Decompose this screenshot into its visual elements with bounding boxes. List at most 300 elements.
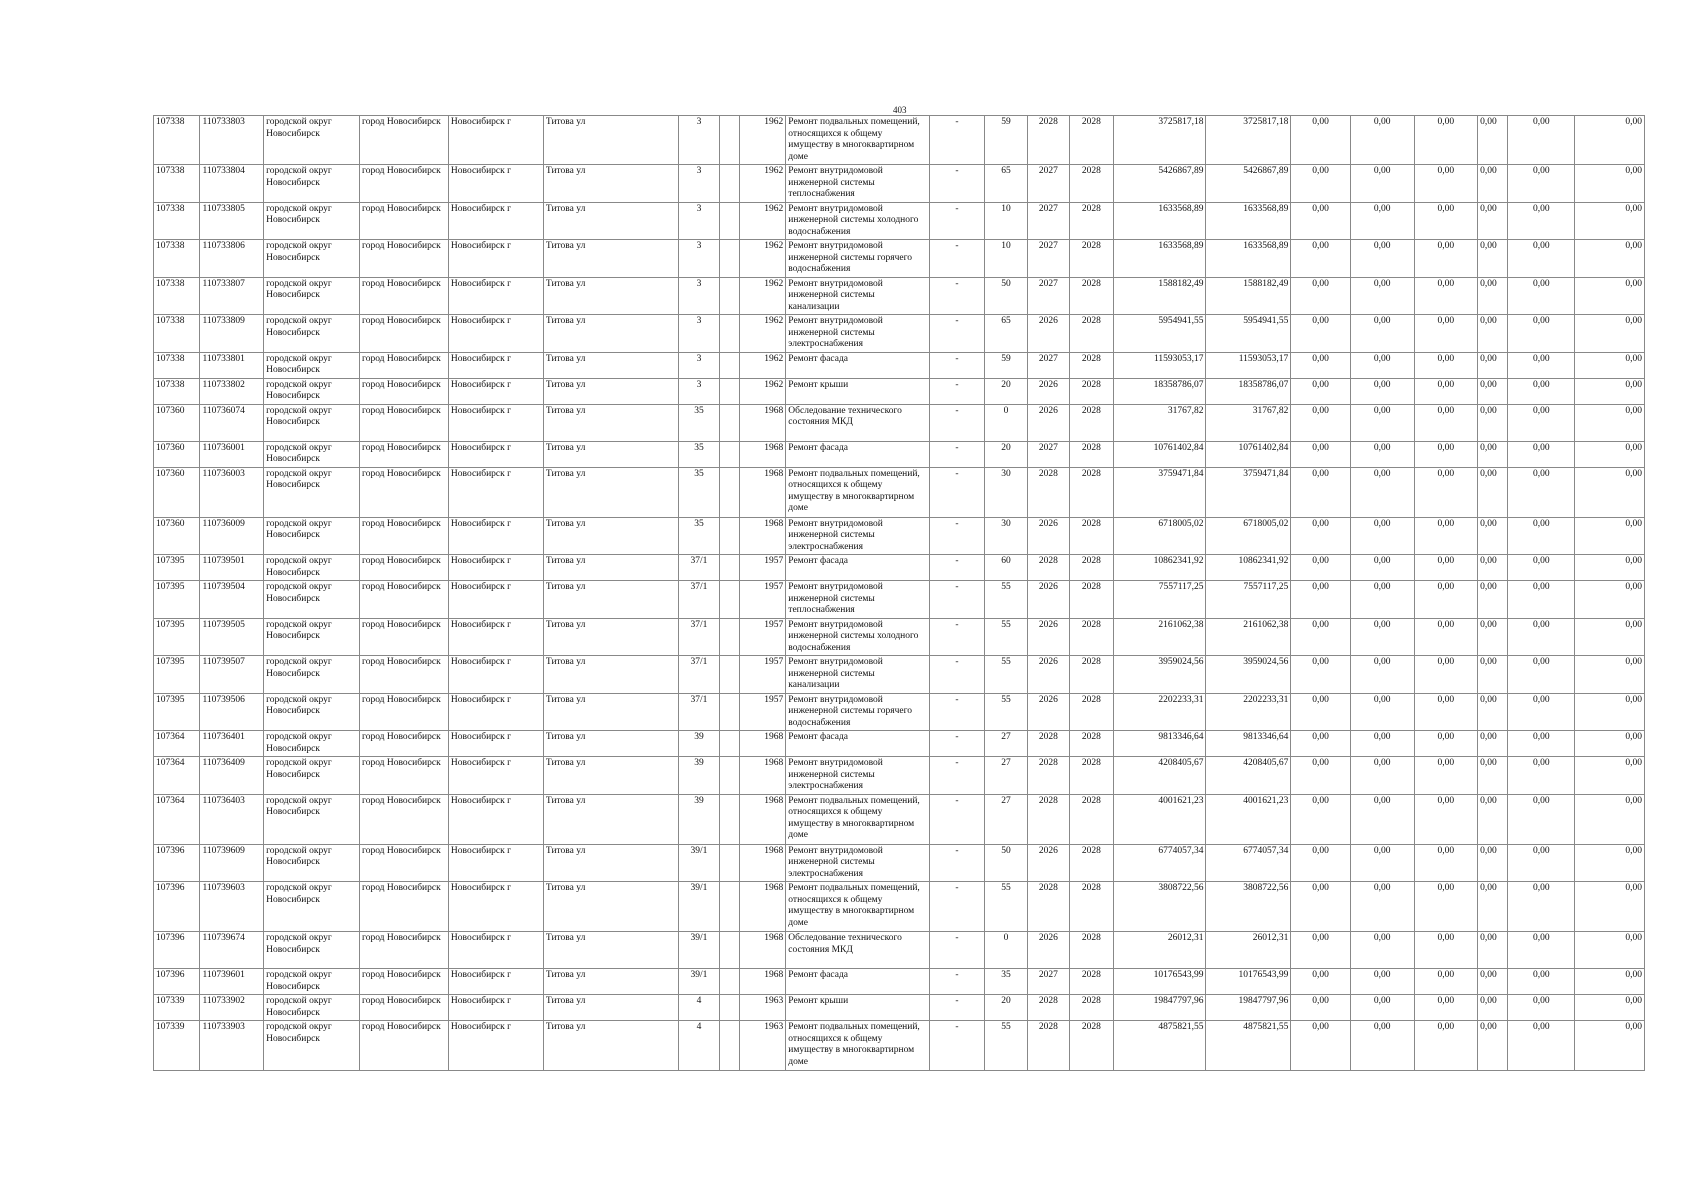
value-5-cell: 0,00: [1508, 467, 1575, 517]
year-end-cell: 2028: [1070, 277, 1113, 315]
empty-cell-cell: [719, 517, 739, 555]
row-code-cell: 110739603: [200, 882, 264, 932]
dash-cell: -: [929, 404, 985, 441]
municipal-district-cell: городской округ Новосибирск: [264, 1021, 360, 1071]
cost-cell: 1633568,89: [1113, 202, 1206, 240]
work-type-cell: Ремонт подвальных помещений, относящихся к общему имуществу в многоквартирном доме: [786, 794, 929, 844]
value-1-cell: 0,00: [1291, 882, 1351, 932]
row-code-cell: 110736401: [200, 731, 264, 757]
empty-cell-cell: [719, 656, 739, 694]
total-cost-cell: 4208405,67: [1206, 757, 1291, 795]
year-end-cell: 2028: [1070, 555, 1113, 581]
municipal-district-cell: городской округ Новосибирск: [264, 693, 360, 731]
row-id-cell: 107339: [154, 1021, 200, 1071]
value-6-cell: 0,00: [1575, 1021, 1645, 1071]
empty-cell-cell: [719, 618, 739, 656]
cost-cell: 6774057,34: [1113, 844, 1206, 882]
value-6-cell: 0,00: [1575, 517, 1645, 555]
work-type-cell: Ремонт внутридомовой инженерной системы горячего водоснабжения: [786, 240, 929, 278]
build-year-cell: 1957: [739, 618, 785, 656]
cost-cell: 19847797,96: [1113, 995, 1206, 1021]
city-cell: город Новосибирск: [360, 882, 449, 932]
empty-cell-cell: [719, 352, 739, 378]
row-code-cell: 110733809: [200, 315, 264, 353]
build-year-cell: 1968: [739, 441, 785, 467]
year-end-cell: 2028: [1070, 757, 1113, 795]
dash-cell: -: [929, 1021, 985, 1071]
wear-percent-cell: 50: [985, 844, 1027, 882]
table-row: [154, 969, 1645, 995]
build-year-cell: 1957: [739, 555, 785, 581]
value-4-cell: 0,00: [1478, 932, 1508, 969]
total-cost-cell: 6774057,34: [1206, 844, 1291, 882]
locality-cell: Новосибирск г: [448, 277, 543, 315]
municipal-district-cell: городской округ Новосибирск: [264, 467, 360, 517]
street-cell: Титова ул: [543, 932, 678, 969]
city-cell: город Новосибирск: [360, 441, 449, 467]
year-end-cell: 2028: [1070, 844, 1113, 882]
value-4-cell: 0,00: [1478, 277, 1508, 315]
house-number-cell: 3: [679, 240, 719, 278]
value-4-cell: 0,00: [1478, 995, 1508, 1021]
value-2-cell: 0,00: [1350, 757, 1414, 795]
year-plan-cell: 2026: [1027, 404, 1069, 441]
value-1-cell: 0,00: [1291, 352, 1351, 378]
value-4-cell: 0,00: [1478, 618, 1508, 656]
work-type-cell: Ремонт фасада: [786, 441, 929, 467]
empty-cell-cell: [719, 555, 739, 581]
table-row: [154, 656, 1645, 694]
city-cell: город Новосибирск: [360, 315, 449, 353]
value-5-cell: 0,00: [1508, 315, 1575, 353]
row-code-cell: 110736009: [200, 517, 264, 555]
row-code-cell: 110739507: [200, 656, 264, 694]
row-id-cell: 107395: [154, 618, 200, 656]
value-3-cell: 0,00: [1414, 581, 1478, 619]
total-cost-cell: 4001621,23: [1206, 794, 1291, 844]
city-cell: город Новосибирск: [360, 969, 449, 995]
row-id-cell: 107396: [154, 882, 200, 932]
value-5-cell: 0,00: [1508, 277, 1575, 315]
value-6-cell: 0,00: [1575, 277, 1645, 315]
wear-percent-cell: 20: [985, 441, 1027, 467]
dash-cell: -: [929, 969, 985, 995]
year-plan-cell: 2026: [1027, 378, 1069, 404]
value-3-cell: 0,00: [1414, 277, 1478, 315]
row-id-cell: 107360: [154, 441, 200, 467]
year-end-cell: 2028: [1070, 1021, 1113, 1071]
total-cost-cell: 1633568,89: [1206, 202, 1291, 240]
value-2-cell: 0,00: [1350, 656, 1414, 694]
locality-cell: Новосибирск г: [448, 693, 543, 731]
locality-cell: Новосибирск г: [448, 794, 543, 844]
value-2-cell: 0,00: [1350, 467, 1414, 517]
value-1-cell: 0,00: [1291, 555, 1351, 581]
value-6-cell: 0,00: [1575, 932, 1645, 969]
row-id-cell: 107360: [154, 467, 200, 517]
value-4-cell: 0,00: [1478, 404, 1508, 441]
value-2-cell: 0,00: [1350, 1021, 1414, 1071]
value-6-cell: 0,00: [1575, 315, 1645, 353]
house-number-cell: 3: [679, 352, 719, 378]
year-end-cell: 2028: [1070, 794, 1113, 844]
row-id-cell: 107395: [154, 581, 200, 619]
total-cost-cell: 10862341,92: [1206, 555, 1291, 581]
municipal-district-cell: городской округ Новосибирск: [264, 995, 360, 1021]
value-3-cell: 0,00: [1414, 378, 1478, 404]
row-id-cell: 107338: [154, 116, 200, 165]
cost-cell: 7557117,25: [1113, 581, 1206, 619]
value-6-cell: 0,00: [1575, 441, 1645, 467]
work-type-cell: Ремонт крыши: [786, 378, 929, 404]
value-1-cell: 0,00: [1291, 517, 1351, 555]
cost-cell: 5954941,55: [1113, 315, 1206, 353]
house-number-cell: 39/1: [679, 969, 719, 995]
year-plan-cell: 2028: [1027, 882, 1069, 932]
house-number-cell: 3: [679, 277, 719, 315]
wear-percent-cell: 35: [985, 969, 1027, 995]
street-cell: Титова ул: [543, 693, 678, 731]
value-5-cell: 0,00: [1508, 932, 1575, 969]
cost-cell: 1588182,49: [1113, 277, 1206, 315]
year-plan-cell: 2026: [1027, 656, 1069, 694]
value-3-cell: 0,00: [1414, 1021, 1478, 1071]
house-number-cell: 39: [679, 757, 719, 795]
value-5-cell: 0,00: [1508, 1021, 1575, 1071]
value-4-cell: 0,00: [1478, 693, 1508, 731]
value-2-cell: 0,00: [1350, 844, 1414, 882]
empty-cell-cell: [719, 240, 739, 278]
row-code-cell: 110736403: [200, 794, 264, 844]
build-year-cell: 1962: [739, 352, 785, 378]
street-cell: Титова ул: [543, 656, 678, 694]
value-5-cell: 0,00: [1508, 618, 1575, 656]
year-plan-cell: 2027: [1027, 441, 1069, 467]
house-number-cell: 4: [679, 1021, 719, 1071]
total-cost-cell: 4875821,55: [1206, 1021, 1291, 1071]
dash-cell: -: [929, 202, 985, 240]
table-row: [154, 794, 1645, 844]
wear-percent-cell: 10: [985, 240, 1027, 278]
locality-cell: Новосибирск г: [448, 202, 543, 240]
table-row: [154, 1021, 1645, 1071]
page-number: 403: [893, 105, 907, 115]
year-end-cell: 2028: [1070, 165, 1113, 203]
wear-percent-cell: 55: [985, 581, 1027, 619]
table-row: [154, 757, 1645, 795]
table-row: [154, 277, 1645, 315]
value-6-cell: 0,00: [1575, 352, 1645, 378]
value-3-cell: 0,00: [1414, 882, 1478, 932]
value-4-cell: 0,00: [1478, 882, 1508, 932]
cost-cell: 18358786,07: [1113, 378, 1206, 404]
value-1-cell: 0,00: [1291, 277, 1351, 315]
work-type-cell: Ремонт внутридомовой инженерной системы электроснабжения: [786, 757, 929, 795]
locality-cell: Новосибирск г: [448, 932, 543, 969]
cost-cell: 11593053,17: [1113, 352, 1206, 378]
work-type-cell: Ремонт внутридомовой инженерной системы горячего водоснабжения: [786, 693, 929, 731]
cost-cell: 3808722,56: [1113, 882, 1206, 932]
row-id-cell: 107396: [154, 969, 200, 995]
capital-repair-table: [153, 115, 1645, 1071]
build-year-cell: 1968: [739, 517, 785, 555]
total-cost-cell: 1633568,89: [1206, 240, 1291, 278]
row-id-cell: 107338: [154, 165, 200, 203]
total-cost-cell: 2161062,38: [1206, 618, 1291, 656]
dash-cell: -: [929, 581, 985, 619]
year-plan-cell: 2027: [1027, 240, 1069, 278]
value-5-cell: 0,00: [1508, 656, 1575, 694]
cost-cell: 10761402,84: [1113, 441, 1206, 467]
dash-cell: -: [929, 517, 985, 555]
year-plan-cell: 2027: [1027, 352, 1069, 378]
wear-percent-cell: 10: [985, 202, 1027, 240]
cost-cell: 3959024,56: [1113, 656, 1206, 694]
empty-cell-cell: [719, 882, 739, 932]
locality-cell: Новосибирск г: [448, 882, 543, 932]
build-year-cell: 1962: [739, 315, 785, 353]
table-row: [154, 618, 1645, 656]
municipal-district-cell: городской округ Новосибирск: [264, 618, 360, 656]
dash-cell: -: [929, 794, 985, 844]
year-plan-cell: 2028: [1027, 116, 1069, 165]
table-row: [154, 555, 1645, 581]
dash-cell: -: [929, 277, 985, 315]
city-cell: город Новосибирск: [360, 467, 449, 517]
municipal-district-cell: городской округ Новосибирск: [264, 441, 360, 467]
work-type-cell: Ремонт внутридомовой инженерной системы электроснабжения: [786, 315, 929, 353]
city-cell: город Новосибирск: [360, 693, 449, 731]
value-3-cell: 0,00: [1414, 202, 1478, 240]
house-number-cell: 39: [679, 731, 719, 757]
work-type-cell: Обследование технического состояния МКД: [786, 404, 929, 441]
table-row: [154, 932, 1645, 969]
work-type-cell: Ремонт фасада: [786, 555, 929, 581]
build-year-cell: 1968: [739, 757, 785, 795]
work-type-cell: Ремонт подвальных помещений, относящихся к общему имуществу в многоквартирном доме: [786, 467, 929, 517]
value-1-cell: 0,00: [1291, 757, 1351, 795]
year-plan-cell: 2028: [1027, 757, 1069, 795]
work-type-cell: Ремонт подвальных помещений, относящихся к общему имуществу в многоквартирном доме: [786, 1021, 929, 1071]
city-cell: город Новосибирск: [360, 731, 449, 757]
total-cost-cell: 1588182,49: [1206, 277, 1291, 315]
build-year-cell: 1968: [739, 404, 785, 441]
city-cell: город Новосибирск: [360, 165, 449, 203]
street-cell: Титова ул: [543, 352, 678, 378]
street-cell: Титова ул: [543, 1021, 678, 1071]
work-type-cell: Ремонт внутридомовой инженерной системы канализации: [786, 656, 929, 694]
house-number-cell: 37/1: [679, 555, 719, 581]
value-5-cell: 0,00: [1508, 995, 1575, 1021]
value-3-cell: 0,00: [1414, 555, 1478, 581]
build-year-cell: 1957: [739, 581, 785, 619]
value-6-cell: 0,00: [1575, 555, 1645, 581]
row-id-cell: 107338: [154, 352, 200, 378]
municipal-district-cell: городской округ Новосибирск: [264, 757, 360, 795]
value-4-cell: 0,00: [1478, 1021, 1508, 1071]
total-cost-cell: 3759471,84: [1206, 467, 1291, 517]
total-cost-cell: 31767,82: [1206, 404, 1291, 441]
value-5-cell: 0,00: [1508, 757, 1575, 795]
house-number-cell: 3: [679, 116, 719, 165]
build-year-cell: 1968: [739, 882, 785, 932]
value-3-cell: 0,00: [1414, 844, 1478, 882]
locality-cell: Новосибирск г: [448, 441, 543, 467]
value-1-cell: 0,00: [1291, 581, 1351, 619]
row-code-cell: 110739504: [200, 581, 264, 619]
total-cost-cell: 3808722,56: [1206, 882, 1291, 932]
wear-percent-cell: 55: [985, 882, 1027, 932]
city-cell: город Новосибирск: [360, 555, 449, 581]
table-row: [154, 882, 1645, 932]
locality-cell: Новосибирск г: [448, 618, 543, 656]
value-1-cell: 0,00: [1291, 656, 1351, 694]
total-cost-cell: 5426867,89: [1206, 165, 1291, 203]
house-number-cell: 39: [679, 794, 719, 844]
year-end-cell: 2028: [1070, 378, 1113, 404]
street-cell: Титова ул: [543, 517, 678, 555]
table-row: [154, 352, 1645, 378]
municipal-district-cell: городской округ Новосибирск: [264, 969, 360, 995]
wear-percent-cell: 60: [985, 555, 1027, 581]
house-number-cell: 39/1: [679, 844, 719, 882]
municipal-district-cell: городской округ Новосибирск: [264, 315, 360, 353]
build-year-cell: 1968: [739, 467, 785, 517]
value-2-cell: 0,00: [1350, 693, 1414, 731]
empty-cell-cell: [719, 969, 739, 995]
wear-percent-cell: 65: [985, 315, 1027, 353]
empty-cell-cell: [719, 693, 739, 731]
total-cost-cell: 6718005,02: [1206, 517, 1291, 555]
dash-cell: -: [929, 693, 985, 731]
value-5-cell: 0,00: [1508, 404, 1575, 441]
value-5-cell: 0,00: [1508, 882, 1575, 932]
value-3-cell: 0,00: [1414, 116, 1478, 165]
municipal-district-cell: городской округ Новосибирск: [264, 731, 360, 757]
house-number-cell: 37/1: [679, 693, 719, 731]
value-5-cell: 0,00: [1508, 378, 1575, 404]
total-cost-cell: 2202233,31: [1206, 693, 1291, 731]
value-2-cell: 0,00: [1350, 555, 1414, 581]
value-2-cell: 0,00: [1350, 932, 1414, 969]
value-2-cell: 0,00: [1350, 969, 1414, 995]
locality-cell: Новосибирск г: [448, 467, 543, 517]
work-type-cell: Ремонт подвальных помещений, относящихся к общему имуществу в многоквартирном доме: [786, 116, 929, 165]
street-cell: Титова ул: [543, 581, 678, 619]
year-plan-cell: 2028: [1027, 731, 1069, 757]
build-year-cell: 1968: [739, 794, 785, 844]
city-cell: город Новосибирск: [360, 656, 449, 694]
total-cost-cell: 18358786,07: [1206, 378, 1291, 404]
city-cell: город Новосибирск: [360, 116, 449, 165]
value-2-cell: 0,00: [1350, 315, 1414, 353]
row-id-cell: 107395: [154, 693, 200, 731]
total-cost-cell: 3959024,56: [1206, 656, 1291, 694]
row-code-cell: 110733902: [200, 995, 264, 1021]
wear-percent-cell: 55: [985, 618, 1027, 656]
city-cell: город Новосибирск: [360, 240, 449, 278]
value-5-cell: 0,00: [1508, 240, 1575, 278]
empty-cell-cell: [719, 165, 739, 203]
row-code-cell: 110739505: [200, 618, 264, 656]
build-year-cell: 1962: [739, 165, 785, 203]
municipal-district-cell: городской округ Новосибирск: [264, 165, 360, 203]
street-cell: Титова ул: [543, 555, 678, 581]
municipal-district-cell: городской округ Новосибирск: [264, 581, 360, 619]
dash-cell: -: [929, 315, 985, 353]
row-code-cell: 110736003: [200, 467, 264, 517]
municipal-district-cell: городской округ Новосибирск: [264, 656, 360, 694]
value-2-cell: 0,00: [1350, 378, 1414, 404]
house-number-cell: 3: [679, 315, 719, 353]
locality-cell: Новосибирск г: [448, 844, 543, 882]
value-5-cell: 0,00: [1508, 555, 1575, 581]
build-year-cell: 1968: [739, 844, 785, 882]
cost-cell: 3759471,84: [1113, 467, 1206, 517]
value-2-cell: 0,00: [1350, 517, 1414, 555]
street-cell: Титова ул: [543, 969, 678, 995]
cost-cell: 3725817,18: [1113, 116, 1206, 165]
cost-cell: 31767,82: [1113, 404, 1206, 441]
work-type-cell: Ремонт внутридомовой инженерной системы холодного водоснабжения: [786, 202, 929, 240]
empty-cell-cell: [719, 731, 739, 757]
value-6-cell: 0,00: [1575, 618, 1645, 656]
city-cell: город Новосибирск: [360, 932, 449, 969]
empty-cell-cell: [719, 794, 739, 844]
row-id-cell: 107364: [154, 794, 200, 844]
dash-cell: -: [929, 165, 985, 203]
year-end-cell: 2028: [1070, 581, 1113, 619]
value-4-cell: 0,00: [1478, 581, 1508, 619]
value-6-cell: 0,00: [1575, 844, 1645, 882]
house-number-cell: 3: [679, 202, 719, 240]
work-type-cell: Обследование технического состояния МКД: [786, 932, 929, 969]
value-4-cell: 0,00: [1478, 794, 1508, 844]
table-row: [154, 467, 1645, 517]
value-3-cell: 0,00: [1414, 467, 1478, 517]
total-cost-cell: 10176543,99: [1206, 969, 1291, 995]
dash-cell: -: [929, 995, 985, 1021]
empty-cell-cell: [719, 404, 739, 441]
cost-cell: 5426867,89: [1113, 165, 1206, 203]
municipal-district-cell: городской округ Новосибирск: [264, 277, 360, 315]
wear-percent-cell: 59: [985, 352, 1027, 378]
row-code-cell: 110733804: [200, 165, 264, 203]
year-plan-cell: 2028: [1027, 1021, 1069, 1071]
value-4-cell: 0,00: [1478, 517, 1508, 555]
locality-cell: Новосибирск г: [448, 555, 543, 581]
table-row: [154, 441, 1645, 467]
cost-cell: 6718005,02: [1113, 517, 1206, 555]
municipal-district-cell: городской округ Новосибирск: [264, 352, 360, 378]
year-end-cell: 2028: [1070, 693, 1113, 731]
year-plan-cell: 2027: [1027, 969, 1069, 995]
house-number-cell: 4: [679, 995, 719, 1021]
city-cell: город Новосибирск: [360, 352, 449, 378]
value-2-cell: 0,00: [1350, 882, 1414, 932]
locality-cell: Новосибирск г: [448, 581, 543, 619]
total-cost-cell: 7557117,25: [1206, 581, 1291, 619]
value-4-cell: 0,00: [1478, 731, 1508, 757]
table-row: [154, 844, 1645, 882]
street-cell: Титова ул: [543, 441, 678, 467]
street-cell: Титова ул: [543, 794, 678, 844]
row-id-cell: 107360: [154, 404, 200, 441]
locality-cell: Новосибирск г: [448, 995, 543, 1021]
empty-cell-cell: [719, 116, 739, 165]
value-4-cell: 0,00: [1478, 757, 1508, 795]
city-cell: город Новосибирск: [360, 794, 449, 844]
